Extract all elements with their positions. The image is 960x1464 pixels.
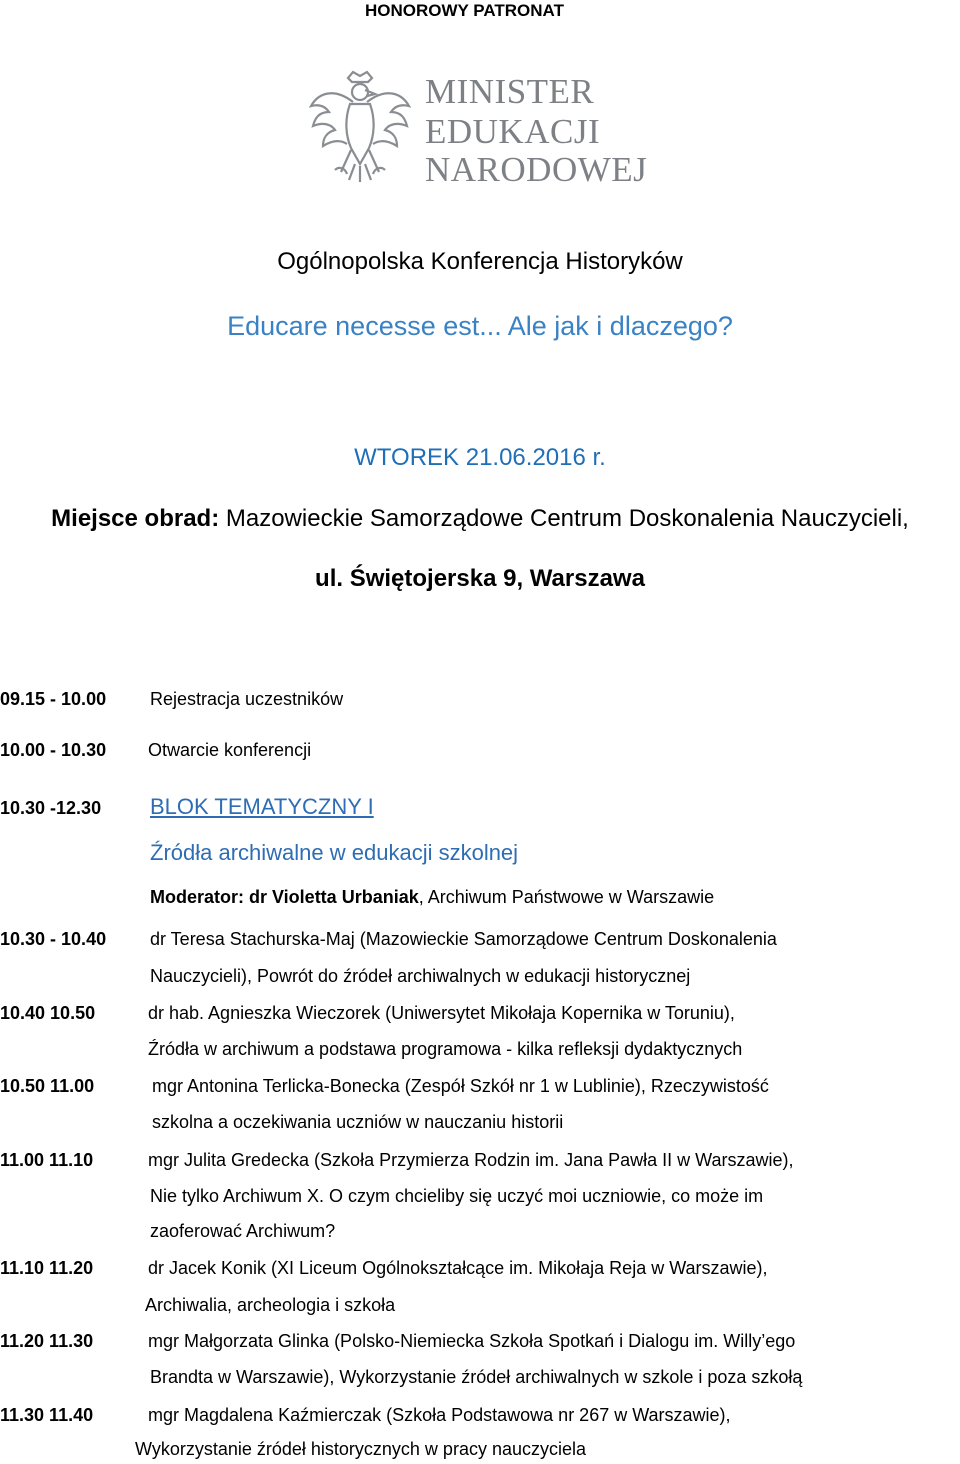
logo-line-minister: MINISTER [425,72,595,111]
talk-line: mgr Magdalena Kaźmierczak (Szkoła Podstawowa nr 267 w Warszawie), [148,1405,731,1425]
agenda-text: Otwarcie konferencji [148,740,312,760]
talk-line: Źródła w archiwum a podstawa programowa - kilka refleksji dydaktycznych [148,1039,743,1059]
polish-eagle-emblem-icon [305,68,415,186]
talk-line: Nauczycieli), Powrót do źródeł archiwalnych w edukacji historycznej [150,966,691,986]
agenda-time: 10.30 -12.30 [0,798,102,818]
talk-time: 10.30 - 10.40 [0,929,107,949]
block-title: BLOK TEMATYCZNY I [150,794,374,819]
moderator-org: , Archiwum Państwowe w Warszawie [418,887,715,907]
moderator-label: Moderator: dr Violetta Urbaniak [150,887,419,907]
talk-line: Archiwalia, archeologia i szkoła [145,1295,396,1315]
talk-time: 11.30 11.40 [0,1405,94,1425]
talk-line: dr Teresa Stachurska-Maj (Mazowieckie Samorządowe Centrum Doskonalenia [150,929,777,949]
venue-street [0,565,960,593]
talk-line: mgr Julita Gredecka (Szkoła Przymierza Rodzin im. Jana Pawła II w Warszawie), [148,1150,794,1170]
ministry-logo [305,68,655,189]
talk-line: zaoferować Archiwum? [150,1221,336,1241]
talk-line: dr Jacek Konik (XI Liceum Ogólnokształcące im. Mikołaja Reja w Warszawie), [148,1258,768,1278]
patronage-heading: HONOROWY PATRONAT [365,1,564,20]
talk-time: 11.10 11.20 [0,1258,94,1278]
talk-time: 11.20 11.30 [0,1331,94,1351]
agenda-text: Rejestracja uczestników [150,689,344,709]
talk-line: mgr Małgorzata Glinka (Polsko-Niemiecka Szkoła Spotkań i Dialogu im. Willy’ego [148,1331,796,1351]
conference-date: WTOREK 21.06.2016 r. [354,444,606,471]
venue-label: Miejsce obrad: [51,505,220,532]
talk-time: 11.00 11.10 [0,1150,94,1170]
venue-name: Mazowieckie Samorządowe Centrum Doskonalenia Nauczycieli, [219,505,909,532]
conference-subtitle: Educare necesse est... Ale jak i dlaczego? [227,311,733,341]
moderator [150,887,714,908]
talk-line: dr hab. Agnieszka Wieczorek (Uniwersytet Mikołaja Kopernika w Toruniu), [148,1003,735,1023]
talk-line: Brandta w Warszawie), Wykorzystanie źródeł archiwalnych w szkole i poza szkołą [150,1367,803,1387]
talk-line: mgr Antonina Terlicka-Bonecka (Zespół Szkół nr 1 w Lublinie), Rzeczywistość [152,1076,769,1096]
street-text: ul. Świętojerska 9, Warszawa [315,565,645,592]
agenda-time: 10.00 - 10.30 [0,740,107,760]
talk-time: 10.50 11.00 [0,1076,95,1096]
talk-time: 10.40 10.50 [0,1003,96,1023]
talk-line: Wykorzystanie źródeł historycznych w pracy nauczyciela [135,1439,587,1459]
block-subtitle: Źródła archiwalne w edukacji szkolnej [150,840,519,865]
talk-line: Nie tylko Archiwum X. O czym chcieliby się uczyć moi uczniowie, co może im [150,1186,764,1206]
agenda-time: 09.15 - 10.00 [0,689,107,709]
logo-line-narodowej: NARODOWEJ [425,150,648,189]
venue [0,505,960,533]
talk-line: szkolna a oczekiwania uczniów w nauczaniu historii [152,1112,564,1132]
logo-line-edukacji: EDUKACJI [425,112,601,151]
conference-name: Ogólnopolska Konferencja Historyków [277,248,683,275]
